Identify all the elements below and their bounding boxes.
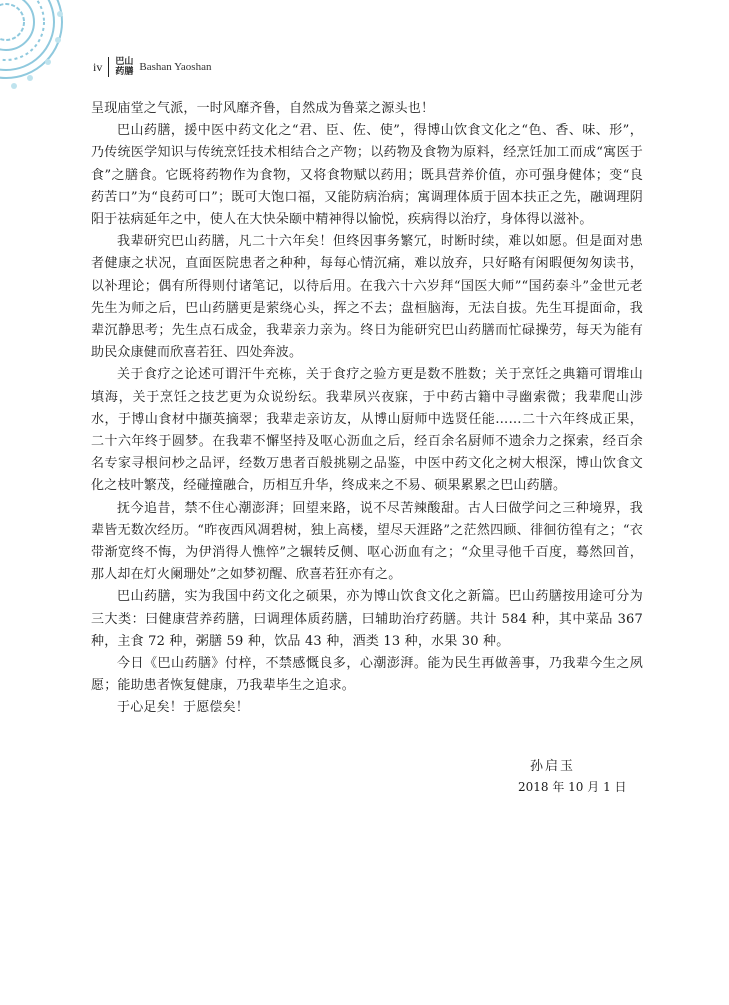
paragraph: 巴山药膳，实为我国中药文化之硕果，亦为博山饮食文化之新篇。巴山药膳按用途可分为三大类：曰健康营养药膳，曰调理体质药膳，曰辅助治疗药膳。共计 584 种，其中菜品 367 种，主食 72 种，粥膳 59 种，饮品 43 种，酒类 13 种，水果 30 种。: [91, 589, 643, 649]
signature-date: 2018 年 10 月 1 日: [518, 780, 627, 794]
running-header: [93, 56, 211, 78]
paragraph: 于心足矣！于愿偿矣！: [117, 700, 250, 716]
paragraph: 关于食疗之论述可谓汗牛充栋，关于食疗之验方更是数不胜数；关于烹饪之典籍可谓堆山填海，关于烹饪之技艺更为众说纷纭。我辈夙兴夜寐，于中药古籍中寻幽索微；我辈爬山涉水，于博山食材中撷英摘翠；我辈走亲访友，从博山厨师中选贤任能……二十六年终成正果，二十六年终于圆梦。在我辈不懈坚持及呕心沥血之后，经百余名厨师不遗余力之探索，经百余名专家寻根问杪之品评，经数万患者百般挑剔之品鉴，中医中药文化之树大根深，博山饮食文化之枝叶繁茂，经碰撞融合，历相互升华，终成来之不易、硕果累累之巴山药膳。: [91, 367, 643, 494]
paragraph: 巴山药膳，援中医中药文化之“君、臣、佐、使”，得博山饮食文化之“色、香、味、形”，乃传统医学知识与传统烹饪技术相结合之产物；以药物及食物为原料，经烹饪加工而成“寓医于食”之膳食。它既将药物作为食物，又将食物赋以药用；既具营养价值，亦可强身健体；变“良药苦口”为“良药可口”；既可大饱口福，又能防病治病；寓调理体质于固本扶正之先，融调理阴阳于祛病延年之中，使人在大快朵颐中精神得以愉悦，疾病得以治疗，身体得以滋补。: [91, 123, 643, 228]
header-divider: [108, 57, 109, 77]
book-title-mark: [115, 57, 133, 77]
book-title-english: Bashan Yaoshan: [139, 61, 212, 73]
paragraph: 呈现庙堂之气派，一时风靡齐鲁，自然成为鲁菜之源头也！: [91, 101, 435, 116]
paragraph: 抚今追昔，禁不住心潮澎湃；回望来路，说不尽苦辣酸甜。古人曰做学问之三种境界，我辈皆无数次经历。“昨夜西风凋碧树，独上高楼，望尽天涯路”之茫然四顾、徘徊彷徨有之；“衣带渐宽终不悔，为伊消得人憔悴”之辗转反侧、呕心沥血有之；“众里寻他千百度，蓦然回首，那人却在灯火阑珊处”之如梦初醒、欣喜若狂亦有之。: [91, 500, 643, 583]
author-signature: 孙启玉: [530, 759, 576, 774]
paragraph: 今日《巴山药膳》付梓，不禁感慨良多，心潮澎湃。能为民生再做善事，乃我辈今生之夙愿；能助患者恢复健康，乃我辈毕生之追求。: [91, 656, 643, 694]
preface-body: [91, 98, 643, 720]
paragraph: 我辈研究巴山药膳，凡二十六年矣！但终因事务繁冗，时断时续，难以如愿。但是面对患者健康之状况，直面医院患者之种种，每每心情沉痛，难以放弃，只好略有闲暇便匆匆读书，以补理论；偶有所得则付诸笔记，以待后用。在我六十六岁拜“国医大师”“国药泰斗”金世元老先生为师之后，巴山药膳更是萦绕心头，挥之不去；盘桓脑海，无法自拔。先生耳提面命，我辈沉静思考；先生点石成金，我辈亲力亲为。终日为能研究巴山药膳而忙碌操劳，每天为能有助民众康健而欣喜若狂、四处奔波。: [91, 234, 643, 361]
book-title-mark-bottom: 药膳: [115, 67, 134, 77]
page-number: iv: [93, 59, 103, 74]
book-title-mark-top: 巴山: [115, 57, 134, 67]
corner-pattern-ornament: [0, 0, 80, 110]
